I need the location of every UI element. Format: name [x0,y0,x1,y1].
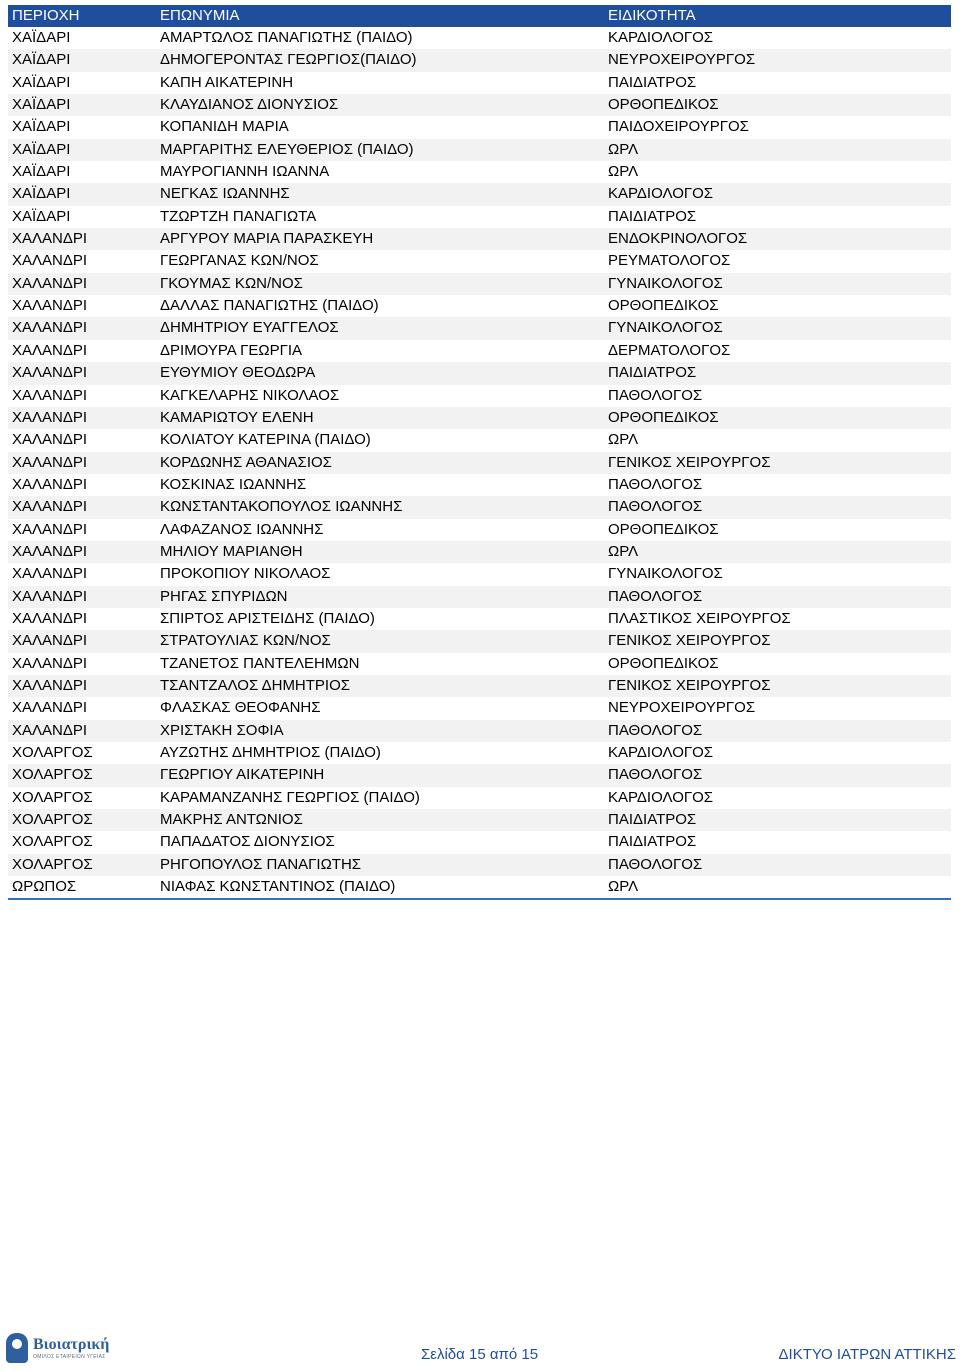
cell-specialty: ΓΕΝΙΚΟΣ ΧΕΙΡΟΥΡΓΟΣ [608,676,771,694]
table-row [8,206,951,228]
cell-area: ΧΑΛΑΝΔΡΙ [12,274,88,292]
cell-name: ΔΗΜΗΤΡΙΟΥ ΕΥΑΓΓΕΛΟΣ [160,319,339,337]
cell-specialty: ΠΑΙΔΙΑΤΡΟΣ [608,207,697,225]
cell-name: ΜΗΛΙΟΥ ΜΑΡΙΑΝΘΗ [160,542,303,560]
cell-specialty: ΟΡΘΟΠΕΔΙΚΟΣ [608,408,719,426]
cell-area: ΧΑΛΑΝΔΡΙ [12,230,88,248]
cell-specialty: ΩΡΛ [608,431,639,449]
cell-area: ΧΟΛΑΡΓΟΣ [12,833,93,851]
cell-area: ΧΑΛΑΝΔΡΙ [12,341,88,359]
cell-area: ΧΑΪΔΑΡΙ [12,207,71,225]
cell-area: ΧΑΛΑΝΔΡΙ [12,609,88,627]
cell-specialty: ΠΑΙΔΟΧΕΙΡΟΥΡΓΟΣ [608,118,749,136]
cell-specialty: ΝΕΥΡΟΧΕΙΡΟΥΡΓΟΣ [608,699,756,717]
table-row [8,876,951,898]
cell-name: ΡΗΓΟΠΟΥΛΟΣ ΠΑΝΑΓΙΩΤΗΣ [160,855,362,873]
table-row [8,27,951,49]
cell-name: ΚΛΑΥΔΙΑΝΟΣ ΔΙΟΝΥΣΙΟΣ [160,96,339,114]
table-row [8,563,951,585]
table-row [8,809,951,831]
table-row [8,608,951,630]
cell-name: ΚΟΛΙΑΤΟΥ ΚΑΤΕΡΙΝΑ (ΠΑΙΔΟ) [160,431,371,449]
table-row [8,452,951,474]
cell-name: ΦΛΑΣΚΑΣ ΘΕΟΦΑΝΗΣ [160,699,321,717]
cell-specialty: ΩΡΛ [608,542,639,560]
cell-specialty: ΝΕΥΡΟΧΕΙΡΟΥΡΓΟΣ [608,51,756,69]
company-logo [6,1330,110,1366]
cell-name: ΓΕΩΡΓΙΟΥ ΑΙΚΑΤΕΡΙΝΗ [160,766,325,784]
cell-name: ΑΡΓΥΡΟΥ ΜΑΡΙΑ ΠΑΡΑΣΚΕΥΗ [160,230,374,248]
cell-specialty: ΟΡΘΟΠΕΔΙΚΟΣ [608,297,719,315]
table-row [8,183,951,205]
table-row [8,72,951,94]
table-row [8,340,951,362]
cell-name: ΑΜΑΡΤΩΛΟΣ ΠΑΝΑΓΙΩΤΗΣ (ΠΑΙΔΟ) [160,29,413,46]
cell-specialty: ΠΑΘΟΛΟΓΟΣ [608,766,703,784]
cell-area: ΧΑΪΔΑΡΙ [12,96,71,114]
cell-area: ΧΑΛΑΝΔΡΙ [12,587,88,605]
table-row [8,317,951,339]
cell-area: ΧΟΛΑΡΓΟΣ [12,766,93,784]
cell-name: ΜΑΥΡΟΓΙΑΝΝΗ ΙΩΑΝΝΑ [160,163,330,181]
table-row [8,742,951,764]
cell-area: ΩΡΩΠΟΣ [12,878,77,896]
cell-area: ΧΑΛΑΝΔΡΙ [12,453,88,471]
table-row [8,787,951,809]
table-row [8,139,951,161]
table-row [8,362,951,384]
logo-mark-icon [6,1333,28,1363]
cell-specialty: ΠΑΙΔΙΑΤΡΟΣ [608,833,697,851]
cell-specialty: ΠΑΘΟΛΟΓΟΣ [608,587,703,605]
page-footer [0,1328,960,1371]
cell-name: ΚΑΓΚΕΛΑΡΗΣ ΝΙΚΟΛΑΟΣ [160,386,340,404]
cell-name: ΚΟΡΔΩΝΗΣ ΑΘΑΝΑΣΙΟΣ [160,453,332,471]
table-row [8,697,951,719]
header-area: ΠΕΡΙΟΧΗ [12,7,80,24]
cell-area: ΧΑΛΑΝΔΡΙ [12,386,88,404]
cell-specialty: ΟΡΘΟΠΕΔΙΚΟΣ [608,654,719,672]
cell-name: ΜΑΡΓΑΡΙΤΗΣ ΕΛΕΥΘΕΡΙΟΣ (ΠΑΙΔΟ) [160,140,414,158]
cell-name: ΤΣΑΝΤΖΑΛΟΣ ΔΗΜΗΤΡΙΟΣ [160,676,351,694]
cell-name: ΔΗΜΟΓΕΡΟΝΤΑΣ ΓΕΩΡΓΙΟΣ(ΠΑΙΔΟ) [160,51,417,69]
cell-name: ΚΑΠΗ ΑΙΚΑΤΕΡΙΝΗ [160,73,294,91]
table-row [8,675,951,697]
cell-specialty: ΟΡΘΟΠΕΔΙΚΟΣ [608,96,719,114]
cell-name: ΔΡΙΜΟΥΡΑ ΓΕΩΡΓΙΑ [160,341,303,359]
cell-area: ΧΟΛΑΡΓΟΣ [12,744,93,761]
cell-specialty: ΩΡΛ [608,140,639,158]
cell-specialty: ΠΑΙΔΙΑΤΡΟΣ [608,811,697,829]
cell-specialty: ΕΝΔΟΚΡΙΝΟΛΟΓΟΣ [608,230,748,248]
cell-specialty: ΠΑΘΟΛΟΓΟΣ [608,475,703,493]
table-row [8,519,951,541]
doctor-table [8,5,951,900]
header-name: ΕΠΩΝΥΜΙΑ [160,7,240,24]
cell-name: ΝΕΓΚΑΣ ΙΩΑΝΝΗΣ [160,185,290,203]
cell-name: ΠΡΟΚΟΠΙΟΥ ΝΙΚΟΛΑΟΣ [160,565,331,583]
table-row [8,295,951,317]
cell-name: ΠΑΠΑΔΑΤΟΣ ΔΙΟΝΥΣΙΟΣ [160,833,335,851]
cell-name: ΚΩΝΣΤΑΝΤΑΚΟΠΟΥΛΟΣ ΙΩΑΝΝΗΣ [160,498,403,516]
cell-specialty: ΚΑΡΔΙΟΛΟΓΟΣ [608,29,714,46]
cell-specialty: ΩΡΛ [608,878,639,896]
cell-name: ΣΤΡΑΤΟΥΛΙΑΣ ΚΩΝ/ΝΟΣ [160,632,331,650]
page-number: Σελίδα 15 από 15 [421,1346,539,1363]
cell-name: ΚΟΠΑΝΙΔΗ ΜΑΡΙΑ [160,118,289,136]
table-row [8,720,951,742]
cell-area: ΧΑΛΑΝΔΡΙ [12,542,88,560]
table-row [8,116,951,138]
cell-name: ΤΖΑΝΕΤΟΣ ΠΑΝΤΕΛΕΗΜΩΝ [160,654,360,672]
cell-name: ΤΖΩΡΤΖΗ ΠΑΝΑΓΙΩΤΑ [160,207,317,225]
cell-area: ΧΑΛΑΝΔΡΙ [12,252,88,270]
logo-name: Βιοιατρική [33,1335,110,1353]
table-row [8,831,951,853]
cell-area: ΧΑΛΑΝΔΡΙ [12,297,88,315]
table-row [8,854,951,876]
cell-specialty: ΓΕΝΙΚΟΣ ΧΕΙΡΟΥΡΓΟΣ [608,453,771,471]
cell-area: ΧΑΪΔΑΡΙ [12,51,71,69]
cell-area: ΧΑΪΔΑΡΙ [12,73,71,91]
cell-area: ΧΑΪΔΑΡΙ [12,140,71,158]
cell-area: ΧΑΛΑΝΔΡΙ [12,319,88,337]
cell-area: ΧΑΛΑΝΔΡΙ [12,676,88,694]
cell-specialty: ΓΥΝΑΙΚΟΛΟΓΟΣ [608,319,723,337]
table-bottom-border [8,898,951,900]
cell-area: ΧΑΪΔΑΡΙ [12,29,71,46]
cell-area: ΧΑΪΔΑΡΙ [12,185,71,203]
table-row [8,653,951,675]
network-title: ΔΙΚΤΥΟ ΙΑΤΡΩΝ ΑΤΤΙΚΗΣ [778,1346,956,1363]
table-row [8,250,951,272]
table-row [8,385,951,407]
cell-area: ΧΑΛΑΝΔΡΙ [12,654,88,672]
cell-area: ΧΑΛΑΝΔΡΙ [12,520,88,538]
cell-name: ΚΑΡΑΜΑΝΖΑΝΗΣ ΓΕΩΡΓΙΟΣ (ΠΑΙΔΟ) [160,788,420,806]
table-row [8,764,951,786]
cell-area: ΧΑΛΑΝΔΡΙ [12,475,88,493]
cell-specialty: ΠΑΙΔΙΑΤΡΟΣ [608,73,697,91]
cell-specialty: ΠΛΑΣΤΙΚΟΣ ΧΕΙΡΟΥΡΓΟΣ [608,609,791,627]
table-body [8,27,951,898]
cell-specialty: ΠΑΙΔΙΑΤΡΟΣ [608,364,697,382]
cell-area: ΧΟΛΑΡΓΟΣ [12,811,93,829]
cell-area: ΧΑΪΔΑΡΙ [12,163,71,181]
cell-specialty: ΡΕΥΜΑΤΟΛΟΓΟΣ [608,252,731,270]
cell-specialty: ΓΥΝΑΙΚΟΛΟΓΟΣ [608,274,723,292]
cell-name: ΓΕΩΡΓΑΝΑΣ ΚΩΝ/ΝΟΣ [160,252,319,270]
cell-area: ΧΑΛΑΝΔΡΙ [12,498,88,516]
cell-name: ΔΑΛΛΑΣ ΠΑΝΑΓΙΩΤΗΣ (ΠΑΙΔΟ) [160,297,379,315]
table-row [8,630,951,652]
cell-area: ΧΑΛΑΝΔΡΙ [12,721,88,739]
cell-specialty: ΟΡΘΟΠΕΔΙΚΟΣ [608,520,719,538]
table-row [8,228,951,250]
cell-area: ΧΑΛΑΝΔΡΙ [12,408,88,426]
cell-name: ΚΑΜΑΡΙΩΤΟΥ ΕΛΕΝΗ [160,408,314,426]
cell-name: ΝΙΑΦΑΣ ΚΩΝΣΤΑΝΤΙΝΟΣ (ΠΑΙΔΟ) [160,878,396,896]
cell-area: ΧΑΛΑΝΔΡΙ [12,632,88,650]
table-header [8,5,951,27]
cell-area: ΧΑΛΑΝΔΡΙ [12,364,88,382]
table-row [8,94,951,116]
cell-name: ΓΚΟΥΜΑΣ ΚΩΝ/ΝΟΣ [160,274,303,292]
cell-name: ΡΗΓΑΣ ΣΠΥΡΙΔΩΝ [160,587,288,605]
cell-area: ΧΑΛΑΝΔΡΙ [12,565,88,583]
table-row [8,586,951,608]
cell-specialty: ΔΕΡΜΑΤΟΛΟΓΟΣ [608,341,731,359]
table-row [8,496,951,518]
table-row [8,49,951,71]
header-specialty: ΕΙΔΙΚΟΤΗΤΑ [608,7,696,24]
cell-specialty: ΚΑΡΔΙΟΛΟΓΟΣ [608,185,714,203]
table-row [8,161,951,183]
table-row [8,273,951,295]
logo-tagline: ΟΜΙΛΟΣ ΕΤΑΙΡΕΙΩΝ ΥΓΕΙΑΣ [33,1353,106,1360]
cell-area: ΧΟΛΑΡΓΟΣ [12,788,93,806]
cell-specialty: ΚΑΡΔΙΟΛΟΓΟΣ [608,788,714,806]
cell-name: ΑΥΖΩΤΗΣ ΔΗΜΗΤΡΙΟΣ (ΠΑΙΔΟ) [160,744,381,761]
table-row [8,407,951,429]
cell-specialty: ΠΑΘΟΛΟΓΟΣ [608,721,703,739]
cell-specialty: ΓΥΝΑΙΚΟΛΟΓΟΣ [608,565,723,583]
table-row [8,541,951,563]
table-row [8,474,951,496]
table-row [8,429,951,451]
cell-area: ΧΑΛΑΝΔΡΙ [12,699,88,717]
cell-specialty: ΠΑΘΟΛΟΓΟΣ [608,855,703,873]
cell-name: ΧΡΙΣΤΑΚΗ ΣΟΦΙΑ [160,721,284,739]
cell-specialty: ΠΑΘΟΛΟΓΟΣ [608,498,703,516]
cell-name: ΚΟΣΚΙΝΑΣ ΙΩΑΝΝΗΣ [160,475,307,493]
cell-specialty: ΠΑΘΟΛΟΓΟΣ [608,386,703,404]
cell-name: ΣΠΙΡΤΟΣ ΑΡΙΣΤΕΙΔΗΣ (ΠΑΙΔΟ) [160,609,375,627]
cell-name: ΕΥΘΥΜΙΟΥ ΘΕΟΔΩΡΑ [160,364,316,382]
cell-specialty: ΓΕΝΙΚΟΣ ΧΕΙΡΟΥΡΓΟΣ [608,632,771,650]
cell-name: ΛΑΦΑΖΑΝΟΣ ΙΩΑΝΝΗΣ [160,520,324,538]
cell-area: ΧΑΪΔΑΡΙ [12,118,71,136]
cell-area: ΧΟΛΑΡΓΟΣ [12,855,93,873]
cell-specialty: ΩΡΛ [608,163,639,181]
cell-name: ΜΑΚΡΗΣ ΑΝΤΩΝΙΟΣ [160,811,303,829]
cell-specialty: ΚΑΡΔΙΟΛΟΓΟΣ [608,744,714,761]
cell-area: ΧΑΛΑΝΔΡΙ [12,431,88,449]
